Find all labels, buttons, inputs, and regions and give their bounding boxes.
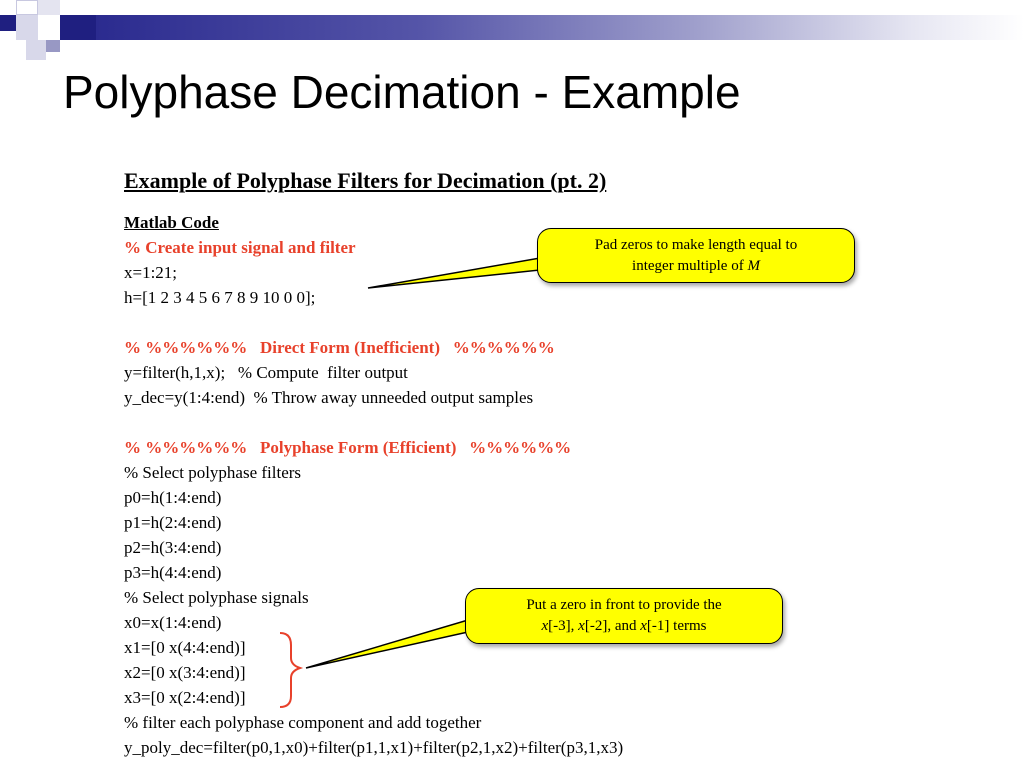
- code-line: x1=[0 x(4:4:end)]: [124, 638, 246, 657]
- blank-line: [124, 310, 623, 335]
- header-gradient-bar: [96, 15, 1024, 40]
- callout-pad-zeros: [537, 228, 855, 283]
- code-line: Matlab Code: [124, 213, 219, 232]
- code-line: p1=h(2:4:end): [124, 513, 222, 532]
- blank-line: [124, 410, 623, 435]
- header-decoration-square: [26, 40, 46, 60]
- code-line: x2=[0 x(3:4:end)]: [124, 663, 246, 682]
- code-line: x=1:21;: [124, 263, 178, 282]
- slide-title: Polyphase Decimation - Example: [63, 66, 741, 118]
- code-line: % Create input signal and filter: [124, 238, 356, 257]
- code-line: x0=x(1:4:end): [124, 613, 222, 632]
- code-line: h=[1 2 3 4 5 6 7 8 9 10 0 0];: [124, 288, 316, 307]
- code-line: % Select polyphase signals: [124, 588, 309, 607]
- code-line: y_dec=y(1:4:end) % Throw away unneeded output samples: [124, 388, 534, 407]
- header-decoration-square: [38, 15, 60, 40]
- code-line: % %%%%%% Polyphase Form (Efficient) %%%%%%: [124, 438, 572, 457]
- code-line: y_poly_dec=filter(p0,1,x0)+filter(p1,1,x1)+filter(p2,1,x2)+filter(p3,1,x3): [124, 738, 624, 757]
- header-decoration-square: [16, 0, 38, 15]
- code-line: % filter each polyphase component and add together: [124, 713, 482, 732]
- header-decoration-square: [16, 15, 38, 40]
- header-decoration-square: [0, 15, 16, 31]
- code-line: y=filter(h,1,x); % Compute filter output: [124, 363, 408, 382]
- code-line: p3=h(4:4:end): [124, 563, 222, 582]
- callout-text: integer multiple of M: [632, 258, 760, 274]
- code-line: % Select polyphase filters: [124, 463, 302, 482]
- code-line: x3=[0 x(2:4:end)]: [124, 688, 246, 707]
- callout-text: Put a zero in front to provide the: [526, 597, 722, 613]
- document-heading: Example of Polyphase Filters for Decimation (pt. 2): [124, 168, 607, 193]
- matlab-code-block: [124, 210, 623, 760]
- header-decoration-square: [46, 40, 60, 52]
- callout-zero-front: [465, 588, 783, 644]
- code-line: % %%%%%% Direct Form (Inefficient) %%%%%%: [124, 338, 555, 357]
- code-line: p2=h(3:4:end): [124, 538, 222, 557]
- callout-text: Pad zeros to make length equal to: [594, 237, 798, 253]
- header-decoration-square: [38, 0, 60, 15]
- header-decoration-square: [60, 15, 96, 40]
- code-line: p0=h(1:4:end): [124, 488, 222, 507]
- callout-text: x[-3], x[-2], and x[-1] terms: [541, 618, 707, 634]
